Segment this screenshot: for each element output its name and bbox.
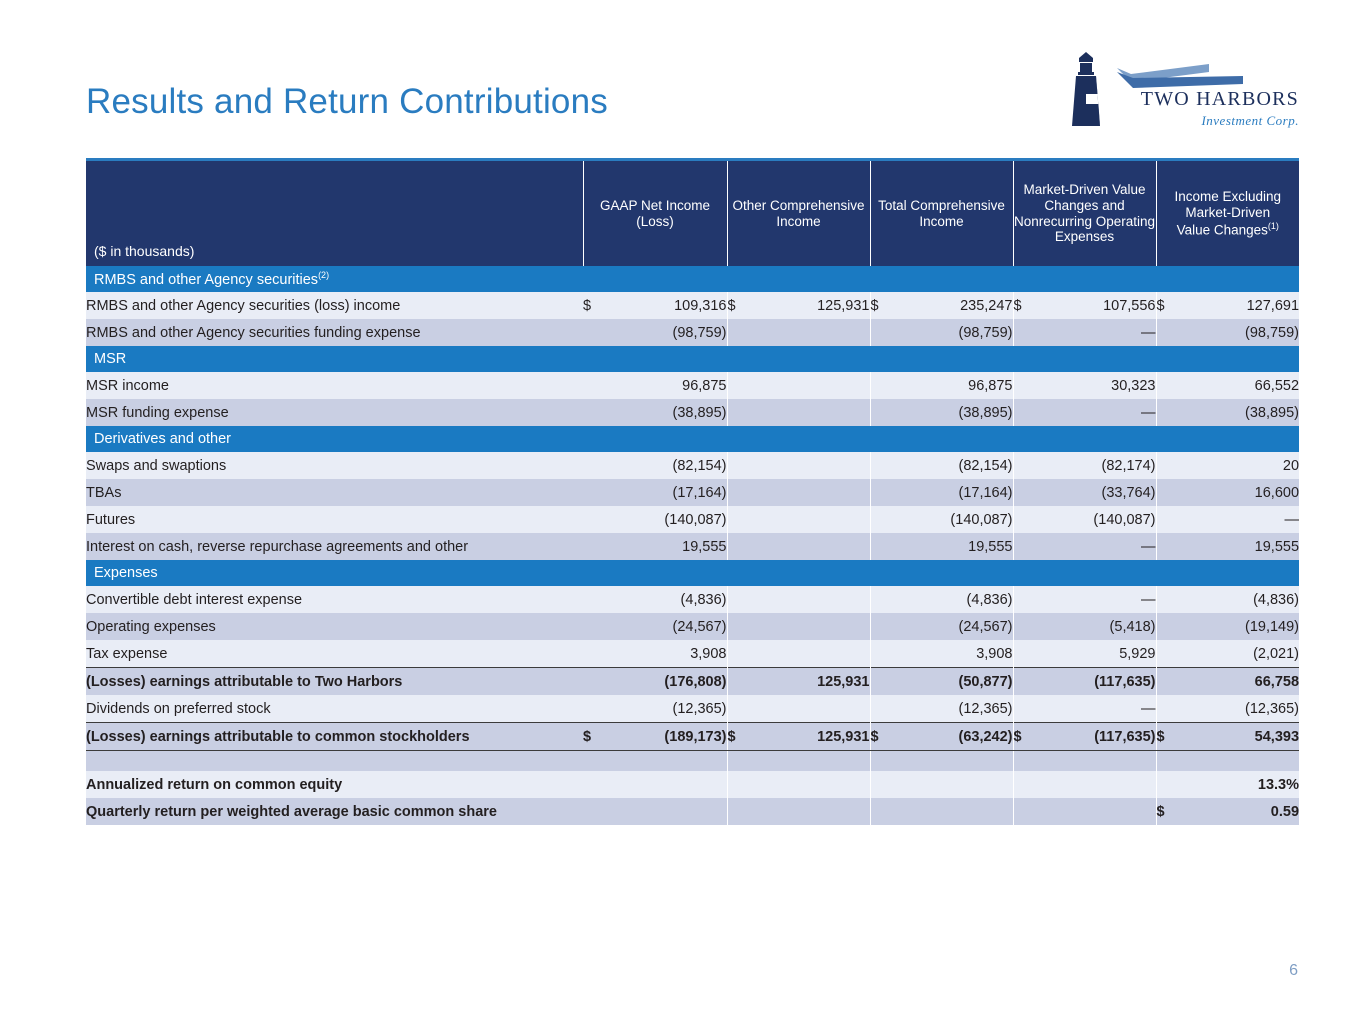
cell-currency [727, 695, 749, 723]
table-row [86, 613, 1299, 640]
cell-value: (189,173) [605, 723, 727, 751]
cell-value: 125,931 [749, 668, 870, 696]
cell-value: (140,087) [605, 506, 727, 533]
table-row [86, 695, 1299, 723]
financial-table [86, 161, 1299, 825]
cell-value: 109,316 [605, 292, 727, 319]
row-label: Tax expense [86, 640, 583, 668]
spacer-cell [86, 751, 583, 772]
section-text: RMBS and other Agency securities [94, 271, 319, 288]
cell-currency [727, 668, 749, 696]
table-row [86, 586, 1299, 613]
row-label: RMBS and other Agency securities funding expense [86, 319, 583, 346]
cell-value: (176,808) [605, 668, 727, 696]
cell-value: (38,895) [1178, 399, 1299, 426]
row-label: Annualized return on common equity [86, 771, 583, 798]
cell-currency [1013, 695, 1035, 723]
table-body [86, 266, 1299, 825]
cell-currency [727, 506, 749, 533]
table-row [86, 399, 1299, 426]
cell-currency [1013, 452, 1035, 479]
row-label: (Losses) earnings attributable to Two Harbors [86, 668, 583, 696]
cell-currency: $ [583, 292, 605, 319]
cell-empty [1013, 771, 1156, 798]
cell-value: (4,836) [1178, 586, 1299, 613]
cell-value: (98,759) [1178, 319, 1299, 346]
cell-value [749, 533, 870, 560]
cell-currency [870, 586, 892, 613]
spacer-row [86, 751, 1299, 772]
cell-currency [727, 586, 749, 613]
cell-value [749, 695, 870, 723]
cell-value: 19,555 [605, 533, 727, 560]
cell-value: (98,759) [892, 319, 1013, 346]
header-income-excl-footnote: (1) [1267, 220, 1279, 231]
row-label: MSR funding expense [86, 399, 583, 426]
cell-empty [583, 771, 727, 798]
cell-currency [727, 319, 749, 346]
section-header-rmbs [86, 266, 1299, 292]
spacer-cell [727, 751, 870, 772]
cell-currency [1156, 372, 1178, 399]
spacer-cell [1156, 751, 1299, 772]
cell-currency [1156, 640, 1178, 668]
cell-currency [1156, 452, 1178, 479]
cell-value: 0.59 [1178, 798, 1299, 825]
cell-value: 96,875 [605, 372, 727, 399]
logo-company-name: TWO HARBORS [1140, 88, 1299, 110]
cell-currency [1013, 319, 1035, 346]
cell-currency [1013, 668, 1035, 696]
section-header-msr [86, 346, 1299, 372]
logo-text [1127, 88, 1299, 129]
header-income-excl-line2: Value Changes [1176, 222, 1268, 237]
cell-value: (2,021) [1178, 640, 1299, 668]
cell-currency [870, 695, 892, 723]
table-row [86, 452, 1299, 479]
cell-currency [1156, 695, 1178, 723]
company-logo [1061, 48, 1301, 134]
cell-value: — [1035, 586, 1156, 613]
table-row-metric [86, 798, 1299, 825]
table-row [86, 640, 1299, 668]
table-row-total [86, 668, 1299, 696]
cell-value: 54,393 [1178, 723, 1299, 751]
cell-currency [583, 319, 605, 346]
cell-currency: $ [1156, 798, 1178, 825]
cell-value: 20 [1178, 452, 1299, 479]
cell-currency [727, 640, 749, 668]
cell-currency [1013, 586, 1035, 613]
cell-currency [1156, 533, 1178, 560]
section-text: Derivatives and other [94, 431, 232, 447]
cell-value: (117,635) [1035, 723, 1156, 751]
financial-table-wrapper [86, 158, 1299, 825]
cell-value: 13.3% [1178, 771, 1299, 798]
row-label: Swaps and swaptions [86, 452, 583, 479]
cell-value: (12,365) [1178, 695, 1299, 723]
row-label: Futures [86, 506, 583, 533]
cell-currency [583, 506, 605, 533]
cell-currency [870, 399, 892, 426]
cell-currency [870, 479, 892, 506]
cell-value [749, 399, 870, 426]
spacer-cell [1013, 751, 1156, 772]
table-header-row [86, 161, 1299, 266]
cell-value: (50,877) [892, 668, 1013, 696]
section-footnote: (2) [318, 270, 330, 281]
cell-value: (82,154) [605, 452, 727, 479]
cell-currency [727, 479, 749, 506]
cell-currency [727, 399, 749, 426]
header-other-comprehensive-income: Other Comprehensive Income [727, 161, 870, 266]
cell-value: 125,931 [749, 723, 870, 751]
cell-value: (82,174) [1035, 452, 1156, 479]
header-income-excluding-market-driven [1156, 161, 1299, 266]
cell-value: — [1035, 399, 1156, 426]
cell-value: — [1035, 319, 1156, 346]
cell-currency [583, 479, 605, 506]
cell-empty [870, 798, 1013, 825]
cell-currency: $ [1156, 292, 1178, 319]
cell-value: — [1035, 695, 1156, 723]
cell-value: (24,567) [892, 613, 1013, 640]
section-header-expenses [86, 560, 1299, 586]
table-row [86, 506, 1299, 533]
cell-value [749, 452, 870, 479]
cell-value: 66,552 [1178, 372, 1299, 399]
cell-value: 3,908 [892, 640, 1013, 668]
cell-currency [870, 640, 892, 668]
cell-currency: $ [870, 292, 892, 319]
cell-currency: $ [1013, 723, 1035, 751]
cell-value: 66,758 [1178, 668, 1299, 696]
cell-value [749, 613, 870, 640]
cell-currency [870, 668, 892, 696]
logo-company-sub: Investment Corp. [1201, 113, 1299, 128]
cell-currency [1156, 506, 1178, 533]
spacer-cell [583, 751, 727, 772]
header-total-comprehensive-income: Total Comprehensive Income [870, 161, 1013, 266]
cell-value: 19,555 [892, 533, 1013, 560]
cell-value: (38,895) [892, 399, 1013, 426]
cell-currency [870, 533, 892, 560]
cell-value: (5,418) [1035, 613, 1156, 640]
cell-value: 96,875 [892, 372, 1013, 399]
row-label: TBAs [86, 479, 583, 506]
cell-value: (140,087) [1035, 506, 1156, 533]
cell-value: (117,635) [1035, 668, 1156, 696]
row-label: (Losses) earnings attributable to common stockholders [86, 723, 583, 751]
cell-currency [1156, 771, 1178, 798]
cell-value: 16,600 [1178, 479, 1299, 506]
cell-currency [727, 452, 749, 479]
row-label: Quarterly return per weighted average basic common share [86, 798, 583, 825]
cell-currency [583, 613, 605, 640]
cell-currency [1013, 479, 1035, 506]
header-income-excl-line1: Income Excluding Market-Driven [1174, 189, 1282, 220]
row-label: Operating expenses [86, 613, 583, 640]
cell-currency: $ [583, 723, 605, 751]
row-label: Convertible debt interest expense [86, 586, 583, 613]
cell-value: — [1035, 533, 1156, 560]
cell-value: (12,365) [892, 695, 1013, 723]
cell-currency: $ [870, 723, 892, 751]
cell-currency [870, 613, 892, 640]
cell-currency: $ [1156, 723, 1178, 751]
header-market-driven-value-changes: Market-Driven Value Changes and Nonrecurring Operating Expenses [1013, 161, 1156, 266]
cell-empty [727, 771, 870, 798]
cell-currency [583, 640, 605, 668]
cell-currency [870, 319, 892, 346]
cell-value: 19,555 [1178, 533, 1299, 560]
cell-currency [1156, 319, 1178, 346]
table-row [86, 319, 1299, 346]
cell-value: (4,836) [605, 586, 727, 613]
cell-currency [583, 533, 605, 560]
cell-value: (82,154) [892, 452, 1013, 479]
cell-empty [1013, 798, 1156, 825]
cell-value: 127,691 [1178, 292, 1299, 319]
cell-empty [727, 798, 870, 825]
cell-currency [583, 695, 605, 723]
row-label: Dividends on preferred stock [86, 695, 583, 723]
cell-currency [583, 399, 605, 426]
page-title: Results and Return Contributions [86, 82, 608, 121]
cell-value [749, 506, 870, 533]
cell-value: — [1178, 506, 1299, 533]
cell-value: 235,247 [892, 292, 1013, 319]
cell-currency: $ [727, 292, 749, 319]
cell-currency [1156, 399, 1178, 426]
cell-value: (4,836) [892, 586, 1013, 613]
spacer-cell [870, 751, 1013, 772]
cell-currency [1013, 372, 1035, 399]
header-gaap-net-income: GAAP Net Income (Loss) [583, 161, 727, 266]
cell-value [749, 479, 870, 506]
cell-currency: $ [1013, 292, 1035, 319]
cell-value: (98,759) [605, 319, 727, 346]
cell-currency [583, 372, 605, 399]
cell-value: 125,931 [749, 292, 870, 319]
cell-value: 30,323 [1035, 372, 1156, 399]
cell-currency [727, 533, 749, 560]
cell-value: (12,365) [605, 695, 727, 723]
cell-value: 3,908 [605, 640, 727, 668]
cell-currency [1013, 640, 1035, 668]
cell-currency [727, 613, 749, 640]
section-label-rmbs [86, 266, 1299, 292]
table-row [86, 533, 1299, 560]
row-label: MSR income [86, 372, 583, 399]
cell-value: (63,242) [892, 723, 1013, 751]
cell-currency [583, 452, 605, 479]
cell-value [749, 586, 870, 613]
header-units-label: ($ in thousands) [86, 161, 583, 266]
cell-value [749, 640, 870, 668]
cell-empty [583, 798, 727, 825]
cell-currency [870, 452, 892, 479]
table-row-metric [86, 771, 1299, 798]
cell-currency [727, 372, 749, 399]
cell-value: (17,164) [605, 479, 727, 506]
cell-currency [1013, 399, 1035, 426]
row-label: Interest on cash, reverse repurchase agreements and other [86, 533, 583, 560]
cell-empty [870, 771, 1013, 798]
cell-currency [583, 668, 605, 696]
section-text: MSR [94, 351, 127, 367]
cell-currency [1013, 506, 1035, 533]
section-label-derivatives [86, 426, 1299, 452]
cell-currency [870, 372, 892, 399]
cell-currency [1156, 668, 1178, 696]
section-label-msr [86, 346, 1299, 372]
section-text: Expenses [94, 565, 158, 581]
cell-value [749, 372, 870, 399]
cell-value: (33,764) [1035, 479, 1156, 506]
cell-currency [870, 506, 892, 533]
cell-currency [583, 586, 605, 613]
section-label-expenses [86, 560, 1299, 586]
row-label: RMBS and other Agency securities (loss) income [86, 292, 583, 319]
cell-value: (38,895) [605, 399, 727, 426]
table-row [86, 479, 1299, 506]
cell-currency: $ [727, 723, 749, 751]
cell-value: (17,164) [892, 479, 1013, 506]
cell-value: (24,567) [605, 613, 727, 640]
cell-value [749, 319, 870, 346]
cell-currency [1013, 533, 1035, 560]
table-row-grand-total [86, 723, 1299, 751]
table-row [86, 292, 1299, 319]
cell-value: 5,929 [1035, 640, 1156, 668]
cell-value: (19,149) [1178, 613, 1299, 640]
cell-currency [1013, 613, 1035, 640]
cell-value: 107,556 [1035, 292, 1156, 319]
cell-value: (140,087) [892, 506, 1013, 533]
page-number: 6 [1289, 962, 1298, 979]
table-row [86, 372, 1299, 399]
section-header-derivatives [86, 426, 1299, 452]
cell-currency [1156, 479, 1178, 506]
cell-currency [1156, 613, 1178, 640]
cell-currency [1156, 586, 1178, 613]
